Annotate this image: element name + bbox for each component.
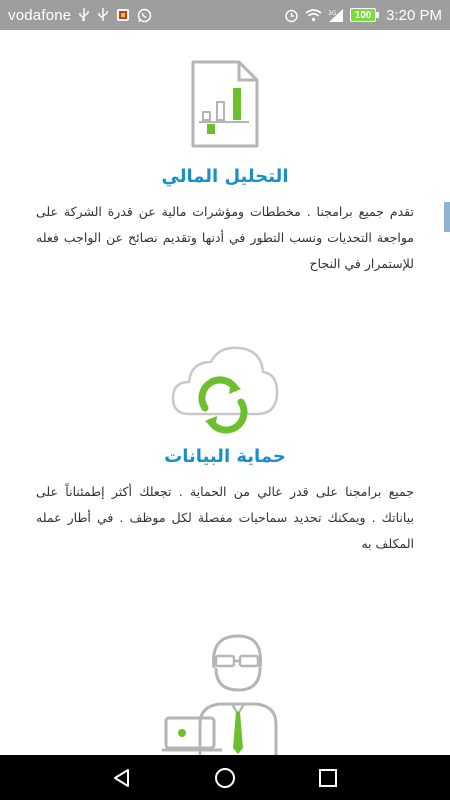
financial-report-icon (0, 58, 450, 150)
status-time: 3:20 PM (386, 6, 442, 24)
scroll-indicator[interactable] (444, 202, 450, 232)
whatsapp-icon (137, 8, 152, 23)
home-icon[interactable] (205, 758, 245, 798)
usb-icon (97, 8, 109, 22)
shield-app-icon (116, 8, 130, 22)
alarm-icon (284, 8, 299, 23)
section-title: التحليل المالي (161, 166, 289, 187)
feature-financial-analysis (0, 58, 450, 277)
status-bar (0, 0, 450, 30)
feature-employee (0, 628, 450, 755)
feature-data-protection (0, 342, 450, 557)
usb-icon (78, 8, 90, 22)
wifi-icon (305, 8, 322, 22)
back-icon[interactable] (102, 758, 142, 798)
content-area[interactable] (0, 30, 450, 755)
section-description: جميع برامجنا على قدر عالي من الحماية . تجعلك أكثر إطمئناناً على بياناتك . ويمكنك تحديد سماحيات مفصلة لكل موظف . في أطار عمله المكلف به (36, 484, 414, 551)
navigation-bar (0, 755, 450, 800)
cloud-sync-icon (0, 342, 450, 434)
section-description: تقدم جميع برامجنا . مخططات ومؤشرات مالية عن قدرة الشركة على مواجعة التحديات ونسب التطور في أدنها وتقديم نصائح عن الواجب فعله للإستمرار في النجاح (36, 204, 414, 271)
battery-icon: 100 (350, 8, 376, 22)
employee-laptop-icon (0, 628, 450, 755)
section-title: حماية البيانات (164, 446, 286, 467)
carrier-name: vodafone (8, 6, 72, 24)
signal-icon (328, 8, 344, 23)
recents-icon[interactable] (308, 758, 348, 798)
svg-text:3G: 3G (328, 9, 337, 17)
